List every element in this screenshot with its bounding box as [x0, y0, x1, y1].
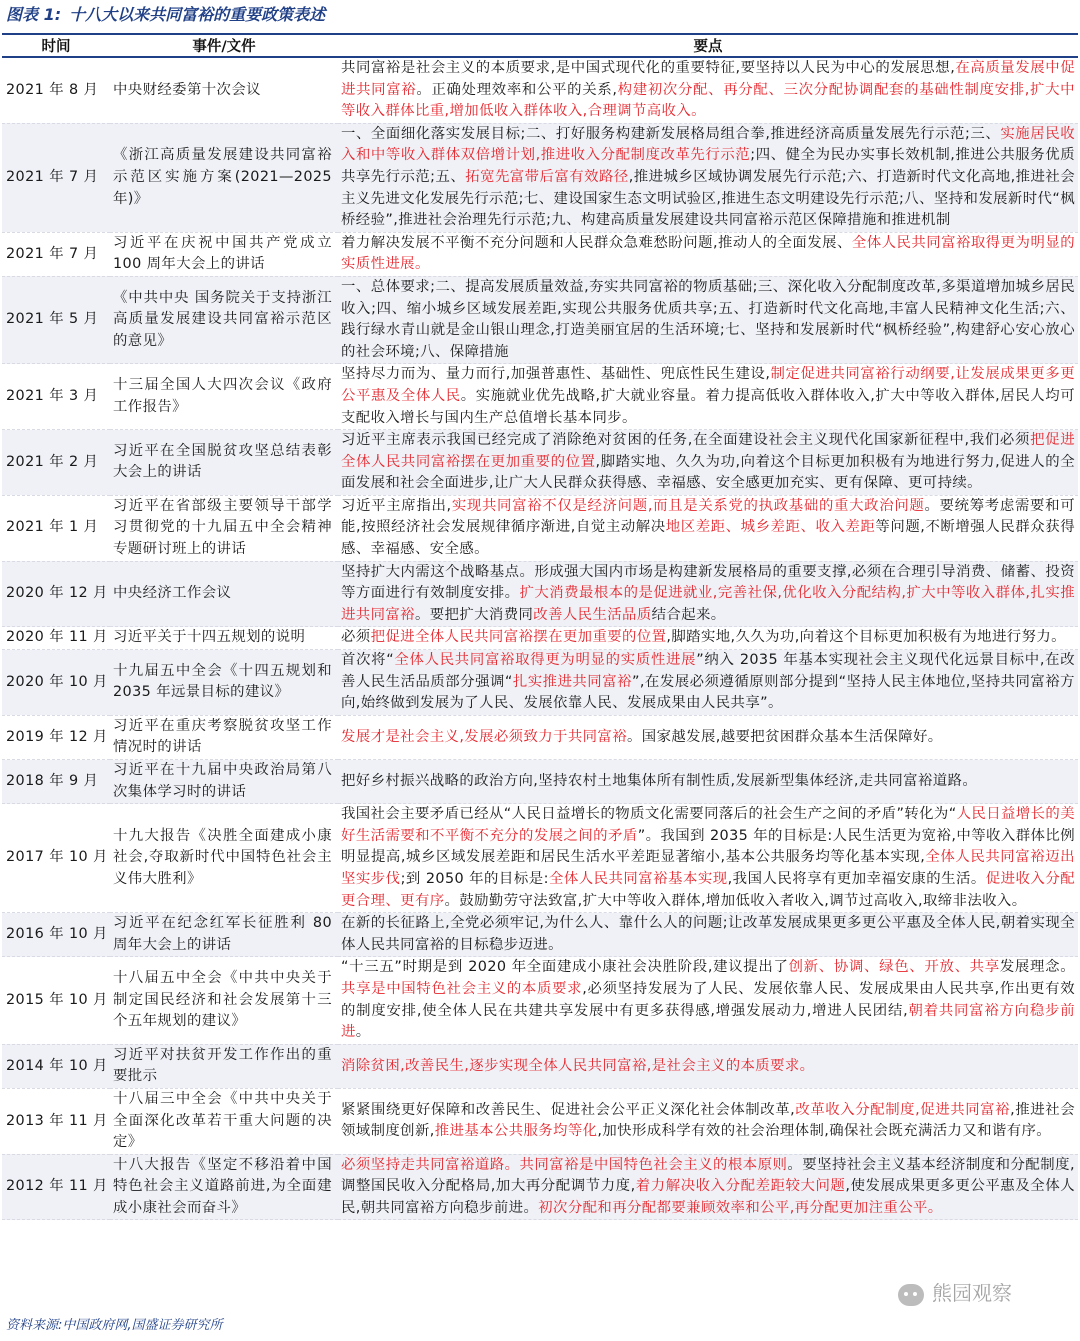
- row-points: [338, 760, 1078, 804]
- point-text: 。正确处理效率和公平的关系,: [416, 81, 618, 98]
- point-text: 在新的长征路上,全党必须牢记,为什么人、靠什么人的问题;让改革发展成果更多更公平惠及全体人民,朝着实现全体人民共同富裕的目标稳步迈进。: [341, 915, 1075, 953]
- table-row: [2, 760, 1078, 804]
- point-text: 紧紧围绕更好保障和改善民生、促进社会公平正义深化社会体制改革,: [341, 1101, 796, 1118]
- row-event: 中央经济工作会议: [110, 561, 338, 627]
- table-row: [2, 957, 1078, 1044]
- watermark-text: 熊园观察: [932, 1281, 1012, 1305]
- row-event: 十八届三中全会《中共中央关于全面深化改革若干重大问题的决定》: [110, 1088, 338, 1154]
- figure-title: [6, 4, 325, 26]
- highlighted-text: 改善人民生活品质: [533, 606, 652, 623]
- row-time: 2020 年 11 月: [2, 627, 110, 650]
- row-time: 2014 年 10 月: [2, 1044, 110, 1088]
- table-row: [2, 123, 1078, 232]
- point-text: ,必须坚持发展为了人民、发展依靠人民、发展成果由人民共享,作出更有效的制度安排,使全体人民在共建共享发展中有更多获得感,增强发展动力,增进人民团结,: [341, 980, 1075, 1019]
- highlighted-text: 共享是中国特色社会主义的本质要求: [341, 980, 583, 997]
- point-text: ”,在发展必须遵循原则部分提到“坚持人民主体地位,坚持共同富裕方向,始终做到发展为了人民、发展依靠人民、发展成果由人民共享”。: [341, 673, 1075, 712]
- point-text: 等问题,不断增强人民群众获得感、幸福感、安全感。: [341, 519, 1075, 558]
- row-points: [338, 957, 1078, 1044]
- row-event: 中央财经委第十次会议: [110, 57, 338, 123]
- row-time: 2021 年 3 月: [2, 364, 110, 430]
- row-event: 习近平在庆祝中国共产党成立 100 周年大会上的讲话: [110, 232, 338, 276]
- row-time: 2018 年 9 月: [2, 760, 110, 804]
- row-points: [338, 1044, 1078, 1088]
- table-row: [2, 650, 1078, 716]
- point-text: 。: [355, 1024, 371, 1041]
- watermark: [898, 1280, 1012, 1306]
- row-time: 2021 年 7 月: [2, 232, 110, 276]
- table-row: [2, 57, 1078, 123]
- row-points: [338, 232, 1078, 276]
- row-event: 十三届全国人大四次会议《政府工作报告》: [110, 364, 338, 430]
- row-points: [338, 913, 1078, 957]
- policy-table: [2, 33, 1078, 1220]
- column-header-event: 事件/文件: [110, 34, 338, 57]
- point-text: 。实施就业优先战略,扩大就业容量。着力提高低收入群体收入,扩大中等收入群体,居民人均可支配收入增长与国内生产总值增长基本同步。: [341, 387, 1075, 426]
- point-text: 一、总体要求;二、提高发展质量效益,夯实共同富裕的物质基础;三、深化收入分配制度改革,多渠道增加城乡居民收入;四、缩小城乡区域发展差距,实现公共服务优质共享;五、打造新时代文化高地,丰富人民精神文化生活;六、践行绿水青山就是金山银山理念,打造美丽宜居的生活环境;七、坚持和发展新时代“枫桥经验”,构建舒心安心放心的社会环境;八、保障措施: [341, 278, 1075, 360]
- table-row: [2, 715, 1078, 759]
- row-points: [338, 57, 1078, 123]
- highlighted-text: 创新、协调、绿色、开放、共享: [788, 959, 1000, 976]
- point-text: 把好乡村振兴战略的政治方向,坚持农村土地集体所有制性质,发展新型集体经济,走共同富裕道路。: [341, 772, 978, 789]
- highlighted-text: 朝着共同富裕方向稳步前进: [341, 1002, 1075, 1041]
- table-row: [2, 1044, 1078, 1088]
- row-points: [338, 627, 1078, 650]
- highlighted-text: 扎实推进共同富裕: [512, 673, 632, 690]
- highlighted-text: 初次分配和再分配都要兼顾效率和公平,再分配更加注重公平。: [538, 1199, 943, 1216]
- point-text: 习近平主席表示我国已经完成了消除绝对贫困的任务,在全面建设社会主义现代化国家新征程中,我们必须: [341, 432, 1031, 449]
- point-text: ,使发展成果更多更公平惠及全体人民,朝共同富裕方向稳步前进。: [341, 1178, 1075, 1216]
- row-event: 习近平关于十四五规划的说明: [110, 627, 338, 650]
- row-points: [338, 364, 1078, 430]
- row-event: 习近平在省部级主要领导干部学习贯彻党的十九届五中全会精神专题研讨班上的讲话: [110, 495, 338, 561]
- point-text: “十三五”时期是到 2020 年全面建成小康社会决胜阶段,建议提出了: [341, 959, 789, 976]
- row-points: [338, 123, 1078, 232]
- row-time: 2012 年 11 月: [2, 1154, 110, 1220]
- row-points: [338, 1088, 1078, 1154]
- table-row: [2, 1154, 1078, 1220]
- column-header-time: 时间: [2, 34, 110, 57]
- highlighted-text: 实现共同富裕不仅是经济问题,而且是关系党的执政基础的重大政治问题: [451, 497, 925, 514]
- table-row: [2, 804, 1078, 913]
- point-text: 着力解决发展不平衡不充分问题和人民群众急难愁盼问题,推动人的全面发展、: [341, 234, 852, 251]
- point-text: ;到 2050 年的目标是:: [400, 870, 549, 887]
- point-text: ,加快形成科学有效的社会治理体制,确保社会既充满活力又和谐有序。: [597, 1123, 1052, 1140]
- row-event: 十八大报告《坚定不移沿着中国特色社会主义道路前进,为全面建成小康社会而奋斗》: [110, 1154, 338, 1220]
- point-text: ,脚踏实地、久久为功,向着这个目标更加积极有为地进行努力,促进人的全面发展和社会全面进步,让广大人民群众获得感、幸福感、安全感更加充实、更有保障、更可持续。: [341, 453, 1075, 492]
- row-time: 2020 年 12 月: [2, 561, 110, 627]
- highlighted-text: 全体人民共同富裕迈出坚实步伐: [341, 849, 1075, 887]
- point-text: 必须: [341, 629, 371, 646]
- table-row: [2, 364, 1078, 430]
- highlighted-text: 推进基本公共服务均等化: [434, 1123, 598, 1140]
- row-event: 十八届五中全会《中共中央关于制定国民经济和社会发展第十三个五年规划的建议》: [110, 957, 338, 1044]
- highlighted-text: 消除贫困,改善民生,逐步实现全体人民共同富裕,是社会主义的本质要求。: [341, 1057, 815, 1074]
- table-row: [2, 561, 1078, 627]
- highlighted-text: 实施居民收入和中等收入群体双倍增计划,推进收入分配制度改革先行示范: [341, 125, 1075, 164]
- highlighted-text: 制定促进共同富裕行动纲要,让发展成果更多更公平惠及全体人民: [341, 366, 1075, 404]
- table-row: [2, 913, 1078, 957]
- row-time: 2021 年 1 月: [2, 495, 110, 561]
- row-time: 2019 年 12 月: [2, 715, 110, 759]
- highlighted-text: 全体人民共同富裕取得更为明显的实质性进展: [394, 652, 697, 669]
- row-points: [338, 650, 1078, 716]
- point-text: ”纳入 2035 年基本实现社会主义现代化远景目标中,在改善人民生活品质部分强调“: [341, 652, 1075, 690]
- point-text: ,我国人民将享有更加幸福安康的生活。: [727, 870, 986, 887]
- row-time: 2015 年 10 月: [2, 957, 110, 1044]
- highlighted-text: 地区差距、城乡差距、收入差距: [665, 519, 876, 536]
- row-time: 2021 年 2 月: [2, 430, 110, 496]
- point-text: 。要把扩大消费同: [414, 606, 534, 623]
- wechat-icon: [898, 1284, 924, 1306]
- point-text: 结合起来。: [651, 606, 726, 623]
- point-text: ”。我国到 2035 年的目标是:人民生活更为宽裕,中等收入群体比例明显提高,城乡区域发展差距和居民生活水平差距显著缩小,基本公共服务均等化基本实现,: [341, 827, 1075, 866]
- row-points: [338, 715, 1078, 759]
- row-time: 2021 年 7 月: [2, 123, 110, 232]
- highlighted-text: 构建初次分配、再分配、三次分配协调配套的基础性制度安排,扩大中等收入群体比重,增加低收入群体收入,合理调节高收入。: [341, 81, 1075, 120]
- highlighted-text: 把促进全体人民共同富裕摆在更加重要的位置: [341, 432, 1076, 470]
- row-time: 2021 年 8 月: [2, 57, 110, 123]
- point-text: ,推进城乡区域协调发展先行示范;六、打造新时代文化高地,推进社会主义先进文化发展先行示范;七、建设国家生态文明试验区,推进生态文明建设先行示范;八、坚持和发展新时代“枫桥经验”,推进社会治理先行示范;九、构建高质量发展建设共同富裕示范区保障措施和推进机制: [341, 168, 1076, 229]
- row-time: 2020 年 10 月: [2, 650, 110, 716]
- point-text: 我国社会主要矛盾已经从“人民日益增长的物质文化需要同落后的社会生产之间的矛盾”转化为“: [341, 806, 957, 823]
- highlighted-text: 在高质量发展中促进共同富裕: [341, 60, 1075, 98]
- row-event: 习近平在全国脱贫攻坚总结表彰大会上的讲话: [110, 430, 338, 496]
- highlighted-text: 发展才是社会主义,发展必须致力于共同富裕: [341, 728, 627, 745]
- highlighted-text: 把促进全体人民共同富裕摆在更加重要的位置: [370, 629, 667, 646]
- row-points: [338, 430, 1078, 496]
- table-row: [2, 1088, 1078, 1154]
- point-text: ,推进社会领域制度创新,: [341, 1101, 1076, 1140]
- row-points: [338, 1154, 1078, 1220]
- figure-label: 图表 1:: [6, 5, 62, 24]
- highlighted-text: 促进收入分配更合理、更有序: [341, 870, 1075, 909]
- row-event: 习近平对扶贫开发工作作出的重要批示: [110, 1044, 338, 1088]
- point-text: 首次将“: [341, 652, 395, 669]
- table-body: [2, 57, 1078, 1220]
- point-text: 。要统筹考虑需要和可能,按照经济社会发展规律循序渐进,自觉主动解决: [341, 497, 1075, 536]
- row-points: [338, 804, 1078, 913]
- row-points: [338, 561, 1078, 627]
- highlighted-text: 人民日益增长的美好生活需要和不平衡不充分的发展之间的矛盾: [341, 806, 1075, 844]
- table-header-row: [2, 34, 1078, 57]
- point-text: 习近平主席指出,: [341, 497, 452, 514]
- point-text: 坚持扩大内需这个战略基点。形成强大国内市场是构建新发展格局的重要支撑,必须在合理引导消费、储蓄、投资等方面进行有效制度安排。: [341, 563, 1075, 602]
- highlighted-text: 拓宽先富带后富有效路径: [465, 168, 629, 185]
- table-row: [2, 276, 1078, 363]
- column-header-points: 要点: [338, 34, 1078, 57]
- row-event: 十九届五中全会《十四五规划和 2035 年远景目标的建议》: [110, 650, 338, 716]
- highlighted-text: 扩大消费最根本的是促进就业,完善社保,优化收入分配结构,扩大中等收入群体,扎实推进共同富裕: [341, 585, 1075, 623]
- point-text: 共同富裕是社会主义的本质要求,是中国式现代化的重要特征,要坚持以人民为中心的发展思想,: [341, 60, 956, 76]
- highlighted-text: 必须坚持走共同富裕道路。共同富裕是中国特色社会主义的根本原则: [341, 1156, 788, 1173]
- row-points: [338, 276, 1078, 363]
- row-event: 《中共中央 国务院关于支持浙江高质量发展建设共同富裕示范区的意见》: [110, 276, 338, 363]
- point-text: 发展理念。: [999, 959, 1075, 976]
- row-event: 习近平在纪念红军长征胜利 80 周年大会上的讲话: [110, 913, 338, 957]
- highlighted-text: 改革收入分配制度,促进共同富裕: [795, 1101, 1011, 1118]
- row-event: 习近平在重庆考察脱贫攻坚工作情况时的讲话: [110, 715, 338, 759]
- row-time: 2017 年 10 月: [2, 804, 110, 913]
- point-text: 一、全面细化落实发展目标;二、打好服务构建新发展格局组合拳,推进经济高质量发展先行示范;三、: [341, 125, 1001, 142]
- table-row: [2, 232, 1078, 276]
- table-row: [2, 627, 1078, 650]
- highlighted-text: 着力解决收入分配差距较大问题: [635, 1178, 846, 1195]
- row-points: [338, 495, 1078, 561]
- figure-title-text: 十八大以来共同富裕的重要政策表述: [69, 5, 326, 24]
- highlighted-text: 全体人民共同富裕基本实现: [548, 870, 728, 887]
- point-text: 。国家越发展,越要把贫困群众基本生活保障好。: [627, 728, 943, 745]
- point-text: 坚持尽力而为、量力而行,加强普惠性、基础性、兜底性民生建设,: [341, 366, 771, 383]
- point-text: 。鼓励勤劳守法致富,扩大中等收入群体,增加低收入者收入,调节过高收入,取缔非法收入。: [444, 892, 1027, 909]
- row-time: 2021 年 5 月: [2, 276, 110, 363]
- row-time: 2016 年 10 月: [2, 913, 110, 957]
- row-time: 2013 年 11 月: [2, 1088, 110, 1154]
- point-text: ;四、健全为民办实事长效机制,推进公共服务优质共享先行示范;五、: [341, 147, 1076, 185]
- table-row: [2, 430, 1078, 496]
- point-text: ,脚踏实地,久久为功,向着这个目标更加积极有为地进行努力。: [666, 629, 1066, 646]
- row-event: 习近平在十九届中央政治局第八次集体学习时的讲话: [110, 760, 338, 804]
- point-text: 。要坚持社会主义基本经济制度和分配制度,调整国民收入分配格局,加大再分配调节力度,: [341, 1156, 1075, 1195]
- source-note: 资料来源:中国政府网,国盛证券研究所: [6, 1318, 223, 1333]
- row-event: 十九大报告《决胜全面建成小康社会,夺取新时代中国特色社会主义伟大胜利》: [110, 804, 338, 913]
- table-row: [2, 495, 1078, 561]
- row-event: 《浙江高质量发展建设共同富裕示范区实施方案(2021—2025 年)》: [110, 123, 338, 232]
- highlighted-text: 全体人民共同富裕取得更为明显的实质性进展。: [341, 234, 1075, 273]
